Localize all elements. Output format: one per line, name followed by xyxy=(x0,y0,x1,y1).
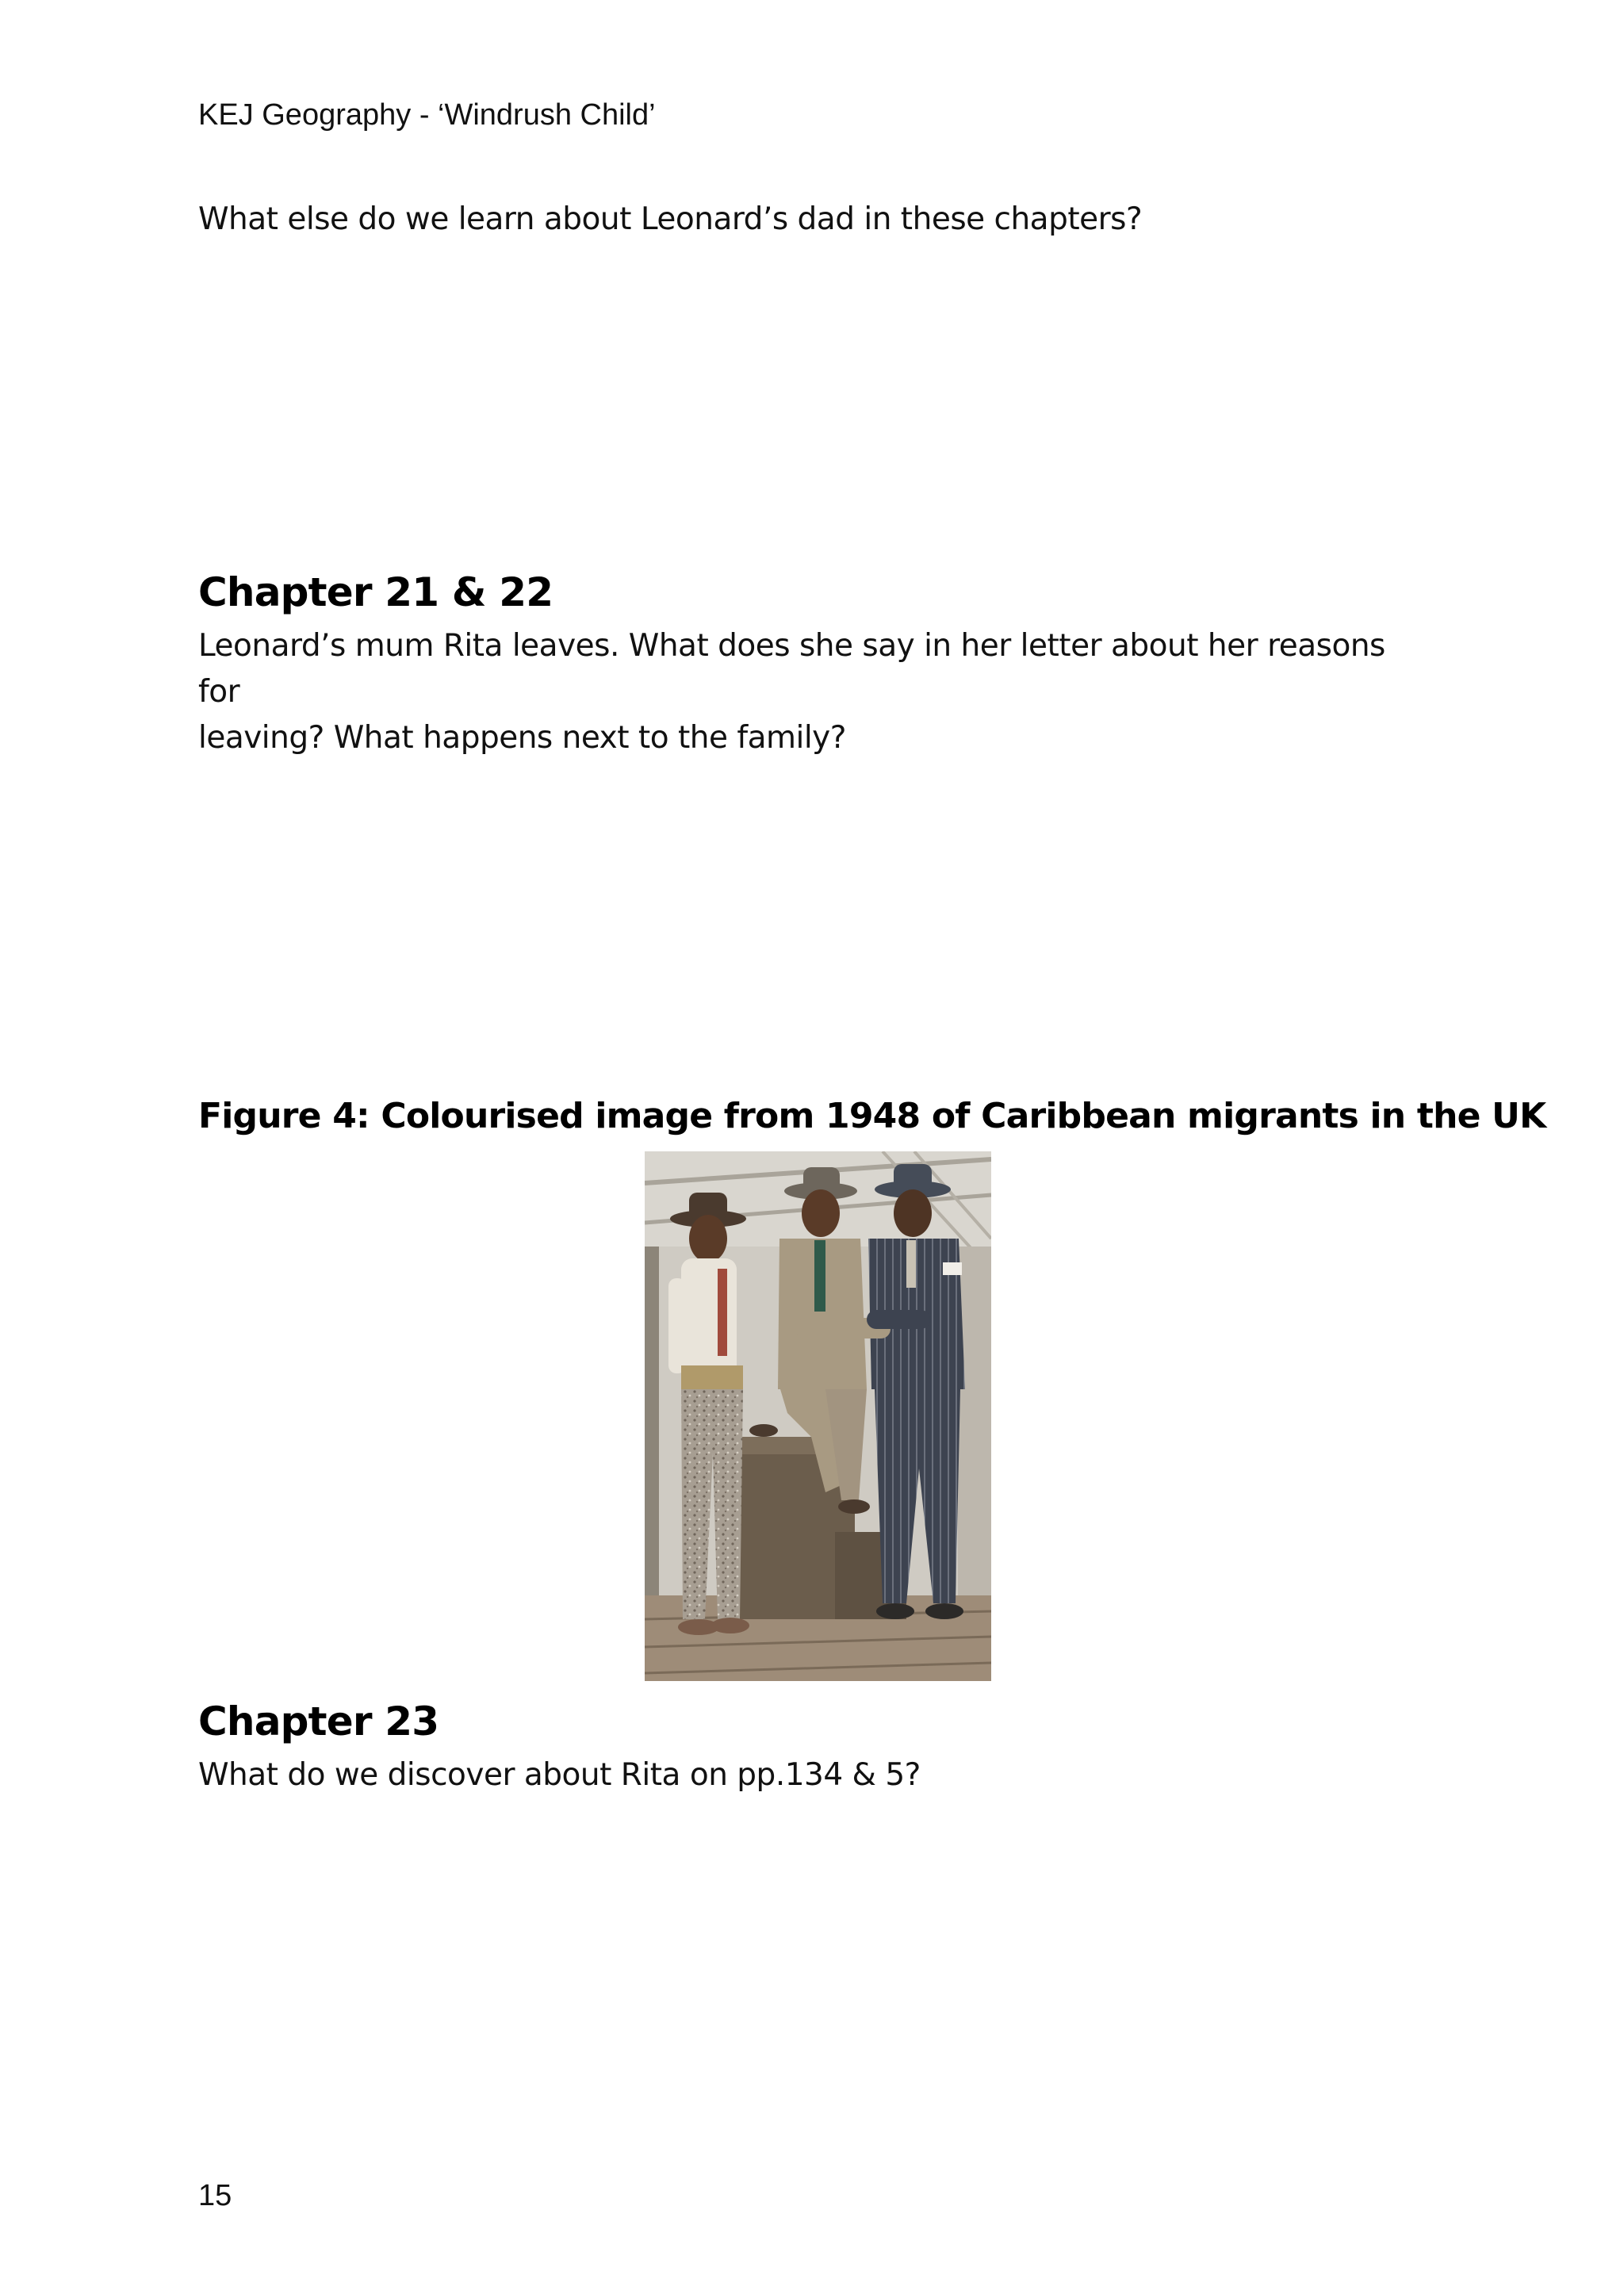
figure-caption: Figure 4: Colourised image from 1948 of Caribbean migrants in the UK xyxy=(198,1096,1546,1136)
question-rita-discover: What do we discover about Rita on pp.134 & 5? xyxy=(198,1757,921,1793)
chapter-21-22-heading: Chapter 21 & 22 xyxy=(198,569,553,615)
question-dad: What else do we learn about Leonard’s dad in these chapters? xyxy=(198,201,1143,237)
figure-photo xyxy=(645,1151,991,1681)
question-rita-leaves xyxy=(198,623,1435,761)
question-rita-leaves-line-1: Leonard’s mum Rita leaves. What does she say in her letter about her reasons for xyxy=(198,628,1385,710)
question-rita-leaves-line-2: leaving? What happens next to the family? xyxy=(198,720,846,756)
page-header: KEJ Geography - ‘Windrush Child’ xyxy=(198,98,656,132)
chapter-23-heading: Chapter 23 xyxy=(198,1698,439,1744)
page-number: 15 xyxy=(198,2179,232,2212)
photo-illustration xyxy=(645,1151,991,1681)
